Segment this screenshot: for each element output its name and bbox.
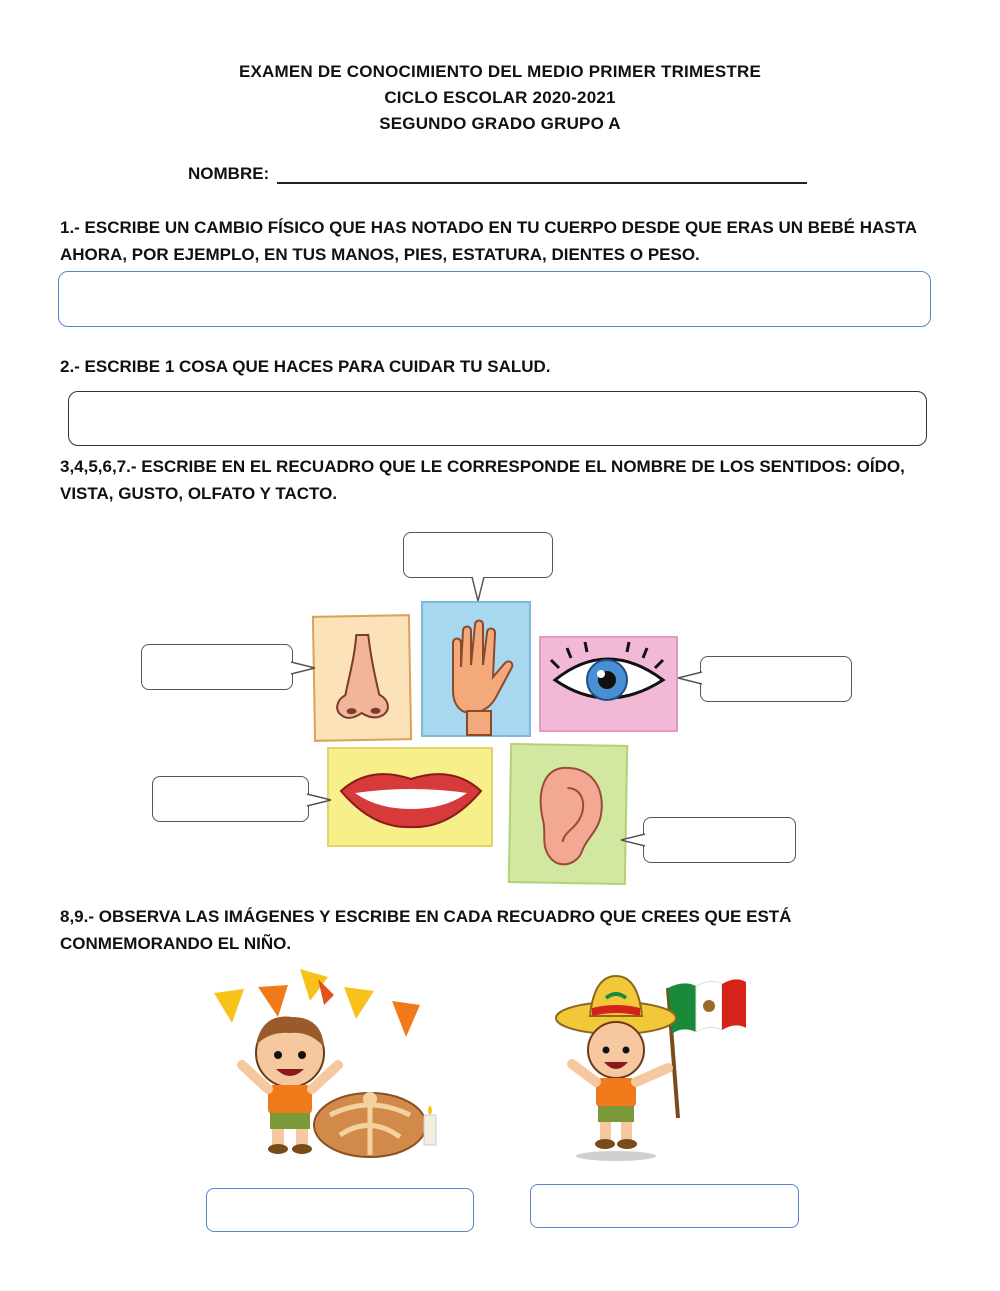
question-1: 1.- ESCRIBE UN CAMBIO FÍSICO QUE HAS NOTADO EN TU CUERPO DESDE QUE ERAS UN BEBÉ HASTA AHORA, POR EJEMPLO, EN TUS MANOS, PIES, ESTATURA, DIENTES O PESO. — [60, 218, 917, 264]
eye-card — [539, 636, 678, 732]
hand-icon — [423, 603, 533, 739]
mouth-card — [327, 747, 493, 847]
name-label: NOMBRE: — [188, 164, 270, 183]
nose-icon — [314, 616, 414, 744]
boy-with-mexican-flag — [550, 968, 750, 1168]
pointer-arrow — [619, 832, 645, 848]
name-field[interactable] — [277, 164, 807, 184]
question-2: 2.- ESCRIBE 1 COSA QUE HACES PARA CUIDAR TU SALUD. — [60, 357, 551, 376]
sense-box-vista[interactable] — [700, 656, 852, 702]
eye-icon — [541, 638, 680, 734]
pointer-arrow — [291, 660, 317, 676]
ear-icon — [510, 745, 630, 887]
name-row — [188, 164, 807, 184]
boy-with-pan-de-muerto — [210, 965, 450, 1165]
grade-group: SEGUNDO GRADO GRUPO A — [379, 114, 621, 133]
answer-2-input[interactable] — [68, 391, 927, 446]
sense-box-gusto[interactable] — [152, 776, 309, 822]
school-cycle: CICLO ESCOLAR 2020-2021 — [384, 88, 616, 107]
hand-card — [421, 601, 531, 737]
pointer-arrow — [676, 670, 702, 686]
question-8-9: 8,9.- OBSERVA LAS IMÁGENES Y ESCRIBE EN CADA RECUADRO QUE CREES QUE ESTÁ CONMEMORANDO EL NIÑO. — [60, 907, 792, 953]
pointer-arrow — [307, 792, 333, 808]
answer-8-input[interactable] — [206, 1188, 474, 1232]
nose-card — [312, 614, 412, 742]
ear-card — [508, 743, 628, 885]
sense-box-oido[interactable] — [643, 817, 796, 863]
pointer-arrow — [470, 577, 486, 603]
mouth-icon — [329, 749, 495, 849]
question-3-7: 3,4,5,6,7.- ESCRIBE EN EL RECUADRO QUE LE CORRESPONDE EL NOMBRE DE LOS SENTIDOS: OÍDO, VISTA, GUSTO, OLFATO Y TACTO. — [60, 457, 905, 503]
sense-box-tacto[interactable] — [403, 532, 553, 578]
answer-9-input[interactable] — [530, 1184, 799, 1228]
exam-title: EXAMEN DE CONOCIMIENTO DEL MEDIO PRIMER TRIMESTRE — [238, 62, 762, 81]
sense-box-olfato[interactable] — [141, 644, 293, 690]
answer-1-input[interactable] — [58, 271, 931, 327]
